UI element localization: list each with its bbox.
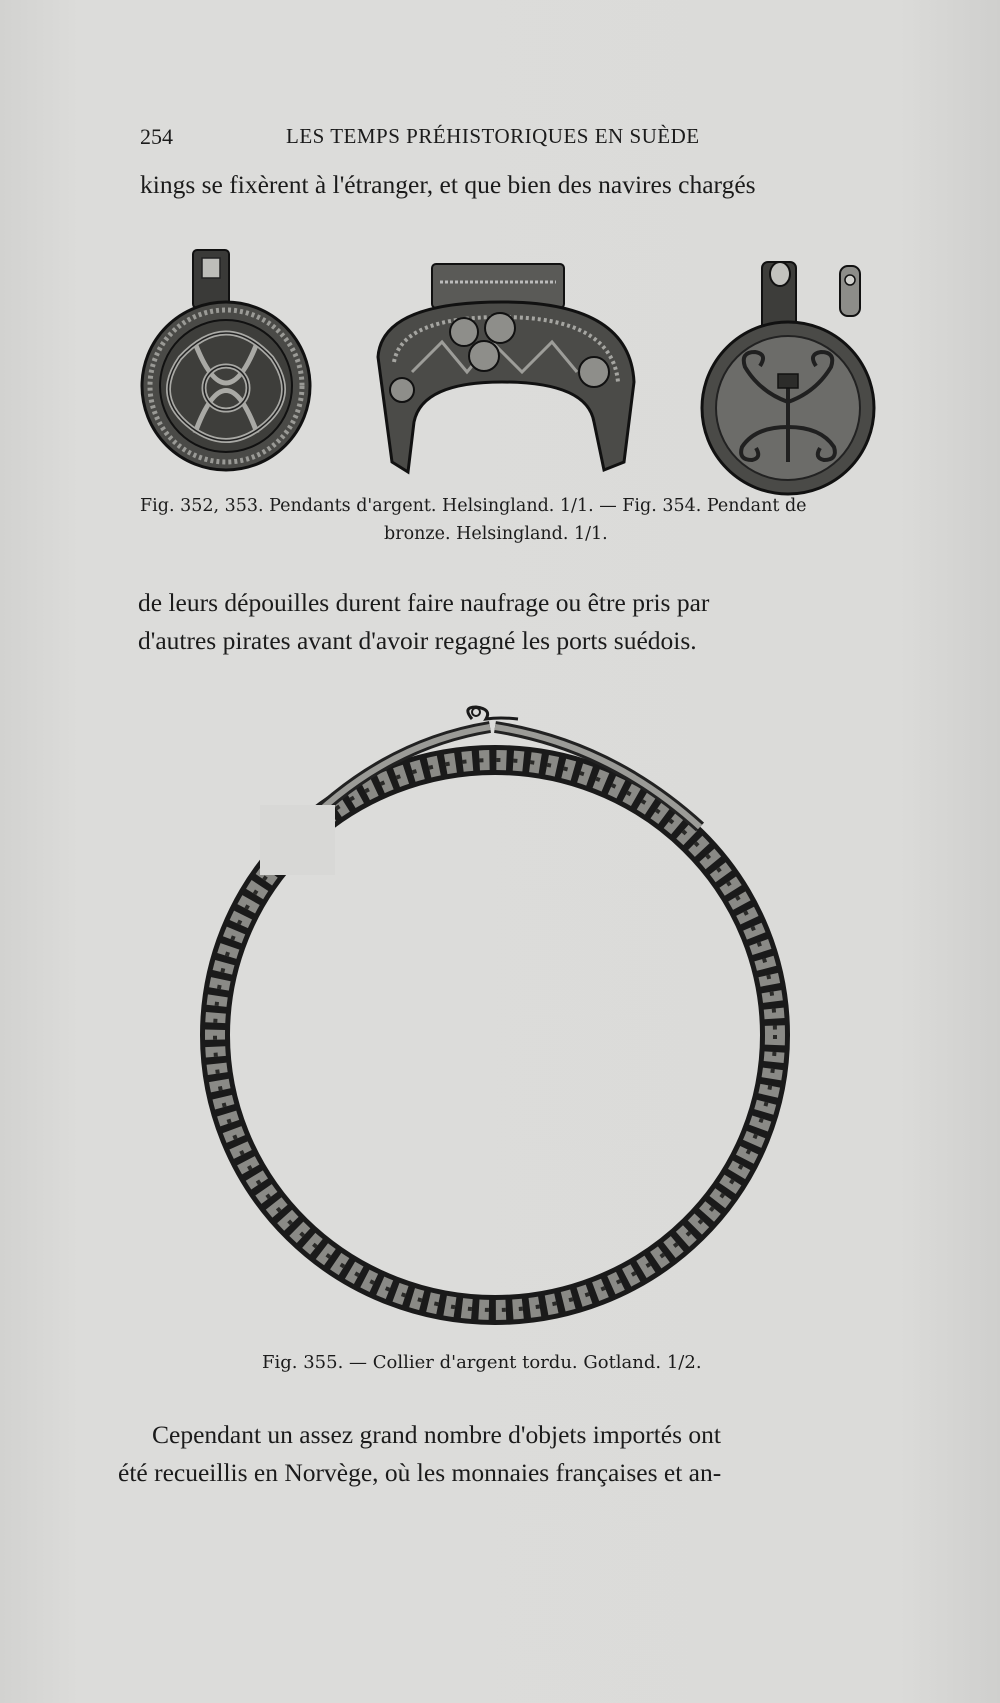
- figure-caption-352-354: Fig. 352, 353. Pendants d'argent. Helsingland. 1/1. — Fig. 354. Pendant de: [140, 496, 807, 516]
- figure-caption-355: Fig. 355. — Collier d'argent tordu. Gotland. 1/2.: [262, 1352, 702, 1373]
- body-text-line: kings se fixèrent à l'étranger, et que bien des navires chargés: [140, 170, 756, 199]
- page-number: 254: [140, 124, 173, 149]
- body-text-line: Cependant un assez grand nombre d'objets importés ont: [152, 1420, 722, 1449]
- torc-figure-355: [200, 705, 800, 1325]
- pendant-figure-353: [372, 262, 642, 482]
- page-header: [140, 124, 860, 154]
- figure-caption-352-354-continued: bronze. Helsingland. 1/1.: [384, 524, 608, 544]
- body-text-line: de leurs dépouilles durent faire naufrage ou être pris par: [138, 588, 710, 617]
- body-text-line: d'autres pirates avant d'avoir regagné les ports suédois.: [138, 626, 697, 655]
- pendant-figure-352: [140, 248, 320, 478]
- body-text-line: été recueillis en Norvège, où les monnaies françaises et an-: [118, 1458, 722, 1487]
- running-title: LES TEMPS PRÉHISTORIQUES EN SUÈDE: [286, 124, 700, 148]
- pendant-figure-354: [700, 262, 890, 492]
